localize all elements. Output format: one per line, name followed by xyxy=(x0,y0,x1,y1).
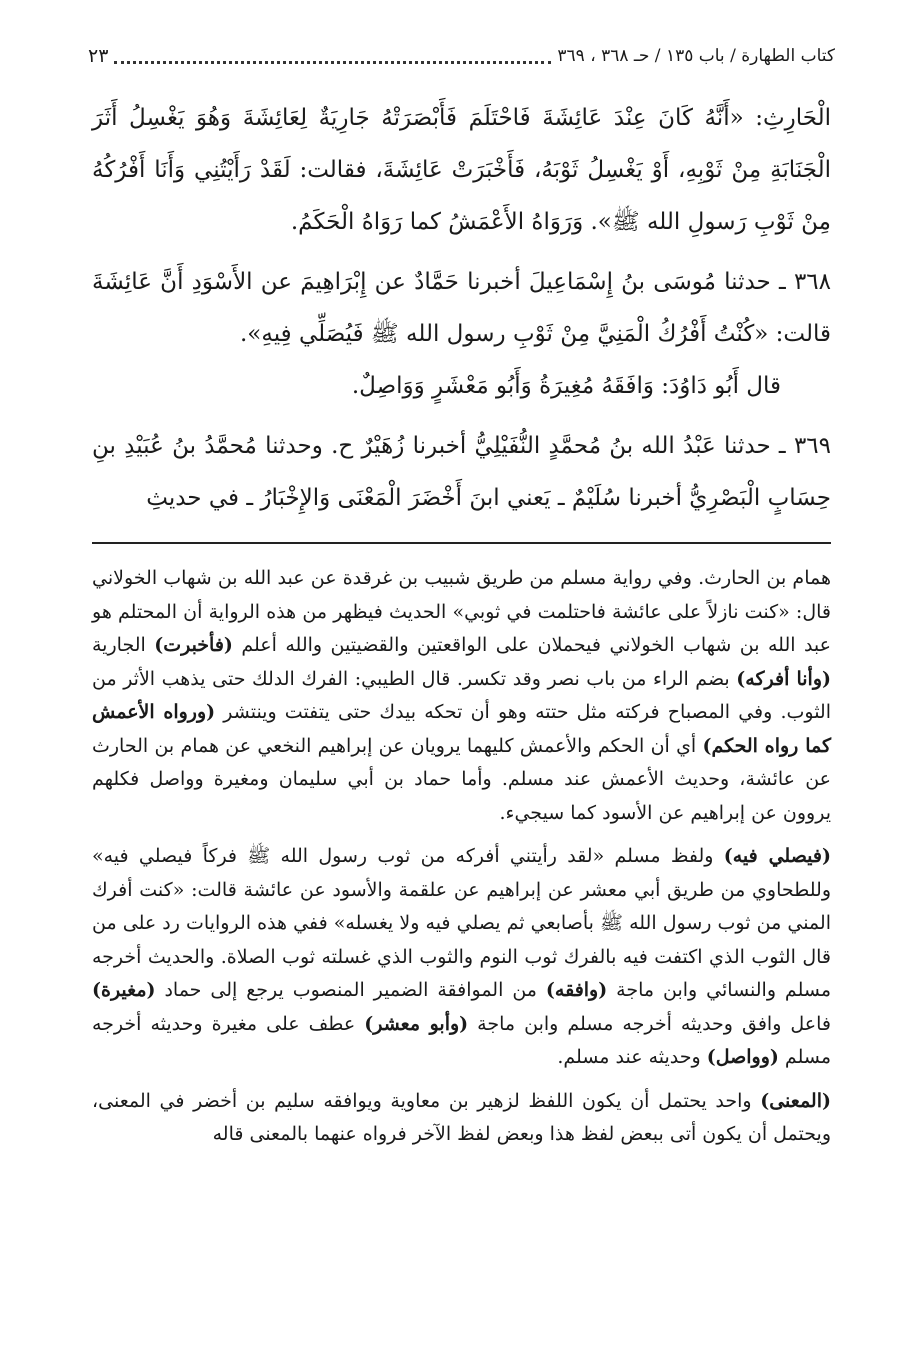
footnote-separator xyxy=(92,542,831,544)
hadith-369: ٣٦٩ ـ حدثنا عَبْدُ الله بنُ مُحمَّدٍ النُّفَيْلِيُّ أخبرنا زُهَيْرٌ ح. وحدثنا مُحمَّدُ بنُ عُبَيْدِ بنِ حِسَابٍ الْبَصْرِيُّ أخبرنا سُلَيْمٌ ـ يَعني ابنَ أَخْضَرَ الْمَعْنَى وَالإِخْبَارُ ـ في حديثِ xyxy=(92,433,831,511)
hadith-368: ٣٦٨ ـ حدثنا مُوسَى بنُ إِسْمَاعِيلَ أخبرنا حَمَّادٌ عن إِبْرَاهِيمَ عن الأَسْوَدِ أَنَّ عَائِشَةَ قالت: «كُنْتُ أَفْرُكُ الْمَنِيَّ مِنْ ثَوْبِ رسول الله ﷺ فَيُصَلِّي فِيهِ». xyxy=(92,269,831,347)
running-header xyxy=(88,36,835,76)
header-dot-leader xyxy=(114,49,551,64)
hadith-main-text xyxy=(92,92,831,524)
header-title: كتاب الطهارة / باب ١٣٥ / حـ ٣٦٨ ، ٣٦٩ xyxy=(557,46,835,66)
page-number: ٢٣ xyxy=(88,45,109,67)
abu-dawud-comment: قال أَبُو دَاوُدَ: وَافَقَهُ مُغِيرَةُ وَأَبُو مَعْشَرٍ وَوَاصِلٌ. xyxy=(351,373,781,399)
commentary-notes xyxy=(92,562,831,1152)
note-paragraph-3: (المعنى) واحد يحتمل أن يكون اللفظ لزهير بن معاوية ويوافقه سليم بن أخضر في المعنى، ويحتمل أن يكون أتى ببعض لفظ هذا وبعض لفظ الآخر فرواه عنهما بالمعنى قاله xyxy=(92,1089,831,1145)
note-paragraph-2: (فيصلي فيه) ولفظ مسلم «لقد رأيتني أفركه من ثوب رسول الله ﷺ فركاً فيصلي فيه» وللطحاوي من طريق أبي معشر عن إبراهيم عن علقمة والأسود عن عائشة قالت: «كنت أفرك المني من ثوب رسول الله ﷺ بأصابعي ثم يصلي فيه ولا يغسله» ففي هذه الروايات رد على من قال الثوب الذي اكتفت فيه بالفرك ثوب النوم والثوب الذي غسلته ثوب الصلاة. والحديث أخرجه مسلم والنسائي وابن ماجة (وافقه) من الموافقة الضمير المنصوب يرجع إلى حماد (مغيرة) فاعل وافق وحديثه أخرجه مسلم وابن ماجة (وأبو معشر) عطف على مغيرة وحديثه أخرجه مسلم (وواصل) وحديثه عند مسلم. xyxy=(92,845,832,1068)
note-paragraph-1: همام بن الحارث. وفي رواية مسلم من طريق شبيب بن غرقدة عن عبد الله بن شهاب الخولاني قال: «كنت نازلاً على عائشة فاحتلمت في ثوبي» الحديث فيظهر من هذه الرواية أن المحتلم هو عبد الله بن شهاب الخولاني فيحملان على الواقعتين والقضيتين والله أعلم (فأخبرت) الجارية (وأنا أفركه) بضم الراء من باب نصر وقد تكسر. قال الطيبي: الفرك الدلك حتى يذهب الأثر من الثوب. وفي المصباح فركته مثل حتته وهو أن تحكه بيدك حتى يتفتت وينتشر (ورواه الأعمش كما رواه الحكم) أي أن الحكم والأعمش كليهما يرويان عن إبراهيم النخعي عن همام بن الحارث عن عائشة، وحديث الأعمش عند مسلم. وأما حماد بن أبي سليمان ومغيرة وواصل فكلهم يروون عن إبراهيم عن الأسود كما سيجيء. xyxy=(92,567,832,824)
main-paragraph-1: الْحَارِثِ: «أَنَّهُ كَانَ عِنْدَ عَائِشَةَ فَاحْتَلَمَ فَأَبْصَرَتْهُ جَارِيَةٌ لِعَائِشَةَ وَهُوَ يَغْسِلُ أَثَرَ الْجَنَابَةِ مِنْ ثَوْبِهِ، أَوْ يَغْسِلُ ثَوْبَهُ، فَأَخْبَرَتْ عَائِشَةَ، فقالت: لَقَدْ رَأَيْتُنِي وَأَنَا أَفْرُكُهُ مِنْ ثَوْبِ رَسولِ الله ﷺ». وَرَوَاهُ الأَعْمَشُ كما رَوَاهُ الْحَكَمُ. xyxy=(92,105,831,235)
